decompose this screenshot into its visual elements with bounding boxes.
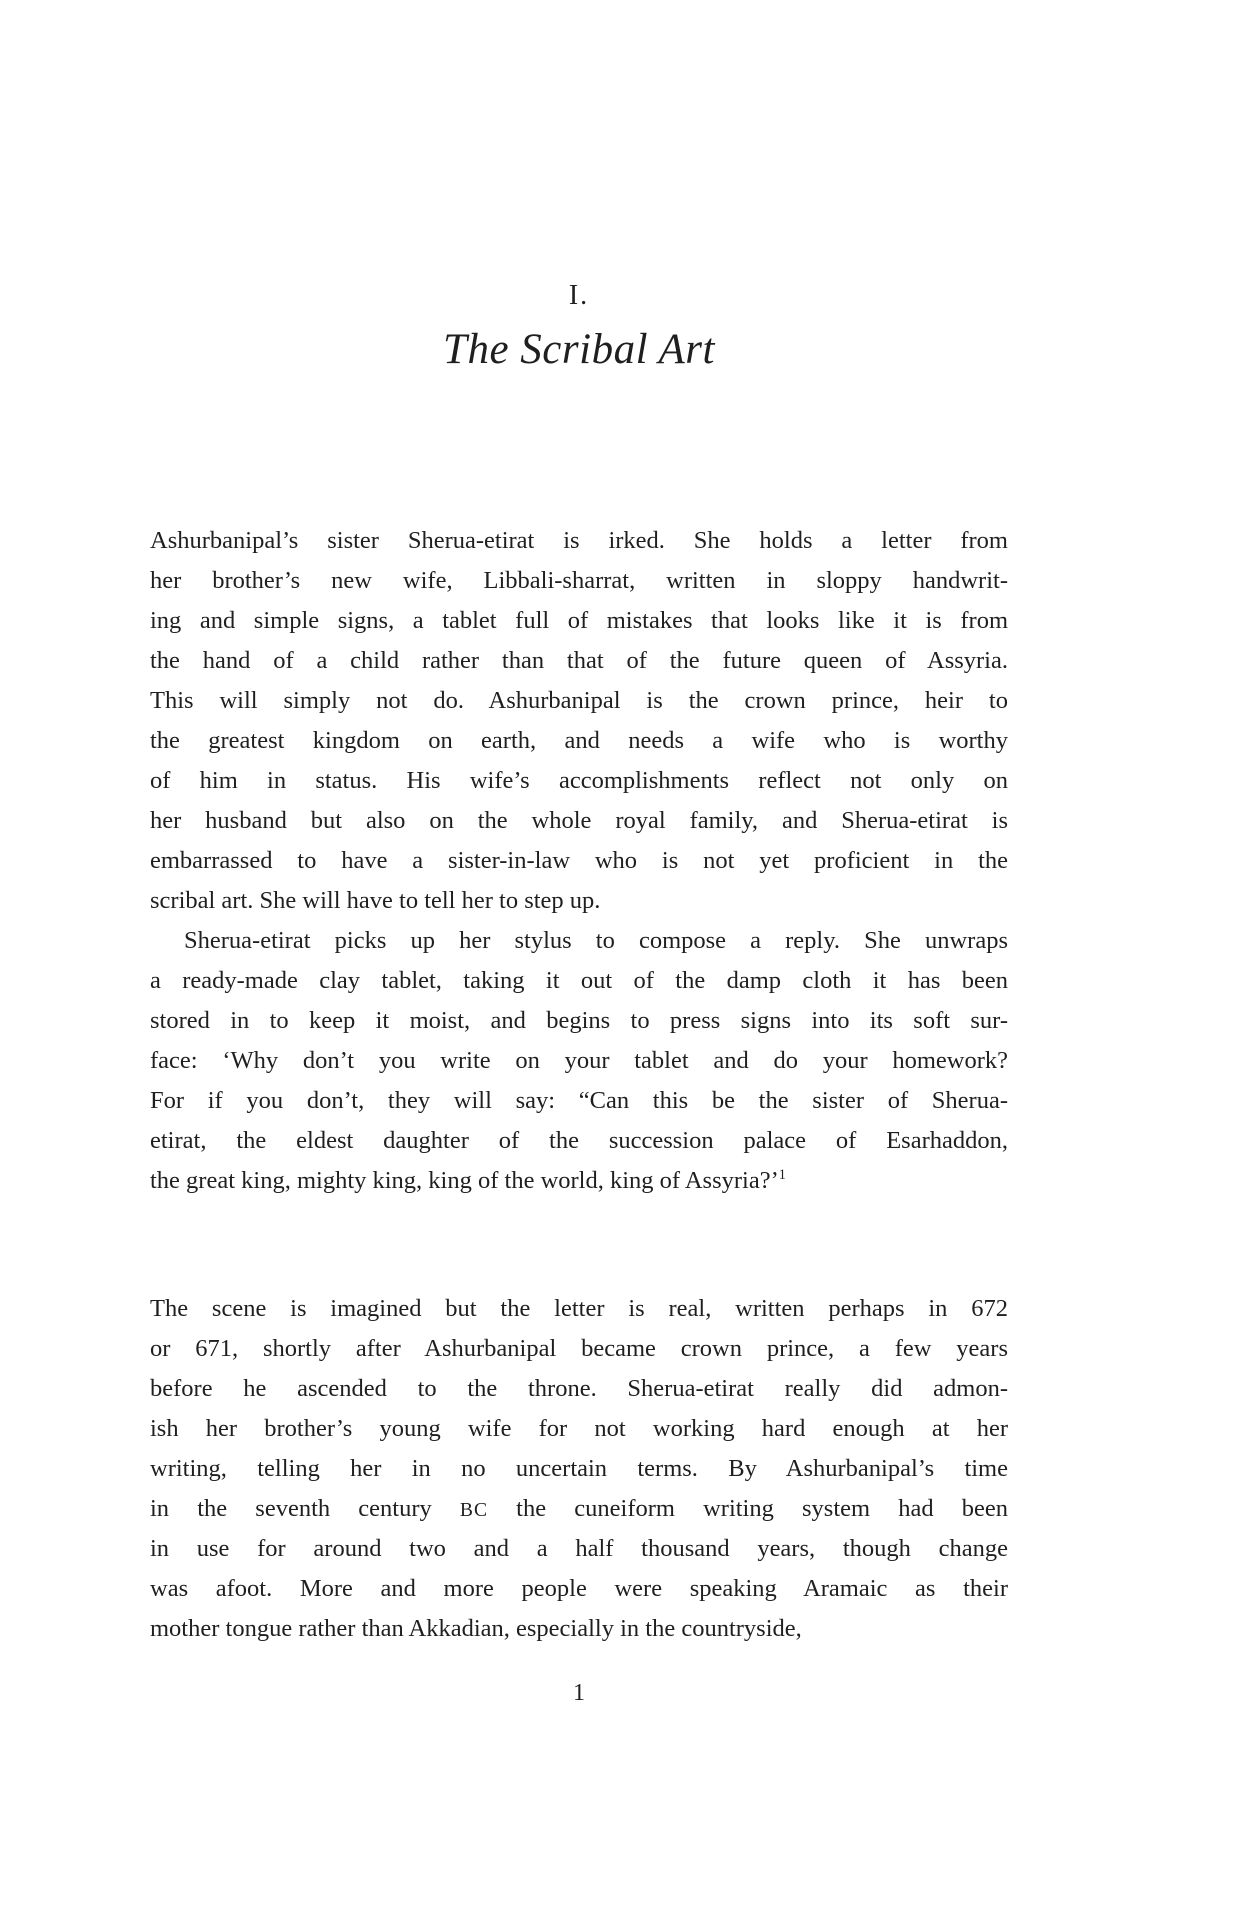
small-caps-text: BC	[459, 1500, 489, 1521]
body-line: the hand of a child rather than that of the future queen of Assyria.	[150, 647, 1008, 674]
body-line: her husband but also on the whole royal family, and Sherua-etirat is	[150, 807, 1008, 834]
chapter-number: I.	[568, 280, 590, 311]
text-segment: in the seventh century	[150, 1495, 460, 1522]
paragraph	[150, 1289, 1008, 1649]
body-line: Sherua-etirat picks up her stylus to compose a reply. She unwraps	[184, 927, 1008, 954]
paragraph	[150, 921, 1008, 1201]
body-line: in use for around two and a half thousand years, though change	[150, 1535, 1008, 1562]
body-line: The scene is imagined but the letter is real, written perhaps in 672	[150, 1295, 1008, 1322]
body-line: or 671, shortly after Ashurbanipal became crown prince, a few years	[150, 1335, 1008, 1362]
chapter-header	[150, 281, 1008, 376]
body-line: embarrassed to have a sister-in-law who is not yet proficient in the	[150, 847, 1008, 874]
text-segment: the great king, mighty king, king of the world, king of Assyria?’	[150, 1167, 779, 1194]
body-line	[150, 1161, 1008, 1201]
paragraph	[150, 521, 1008, 921]
body-line	[150, 1489, 1008, 1529]
body-line: Ashurbanipal’s sister Sherua-etirat is irked. She holds a letter from	[150, 527, 1008, 554]
chapter-title: The Scribal Art	[443, 326, 715, 373]
body-line: mother tongue rather than Akkadian, especially in the countryside,	[150, 1615, 802, 1642]
body-line: writing, telling her in no uncertain terms. By Ashurbanipal’s time	[150, 1455, 1008, 1482]
body-line: face: ‘Why don’t you write on your tablet and do your homework?	[150, 1047, 1008, 1074]
text-segment: the cuneiform writing system had been	[488, 1495, 1008, 1522]
body-text	[150, 521, 1008, 1649]
body-line: For if you don’t, they will say: “Can this be the sister of Sherua-	[150, 1087, 1008, 1114]
body-line: ing and simple signs, a tablet full of mistakes that looks like it is from	[150, 607, 1008, 634]
page-number: 1	[573, 1680, 585, 1706]
body-line: was afoot. More and more people were speaking Aramaic as their	[150, 1575, 1008, 1602]
body-line: etirat, the eldest daughter of the succession palace of Esarhaddon,	[150, 1127, 1008, 1154]
body-line: her brother’s new wife, Libbali-sharrat, written in sloppy handwrit-	[150, 567, 1008, 594]
body-line: scribal art. She will have to tell her to step up.	[150, 887, 601, 914]
body-line: ish her brother’s young wife for not working hard enough at her	[150, 1415, 1008, 1442]
body-line: a ready-made clay tablet, taking it out of the damp cloth it has been	[150, 967, 1008, 994]
footnote-reference: 1	[778, 1166, 786, 1183]
body-line: stored in to keep it moist, and begins to press signs into its soft sur-	[150, 1007, 1008, 1034]
body-line: This will simply not do. Ashurbanipal is the crown prince, heir to	[150, 687, 1008, 714]
body-line: of him in status. His wife’s accomplishments reflect not only on	[150, 767, 1008, 794]
body-line: before he ascended to the throne. Sherua-etirat really did admon-	[150, 1375, 1008, 1402]
body-line: the greatest kingdom on earth, and needs a wife who is worthy	[150, 727, 1008, 754]
